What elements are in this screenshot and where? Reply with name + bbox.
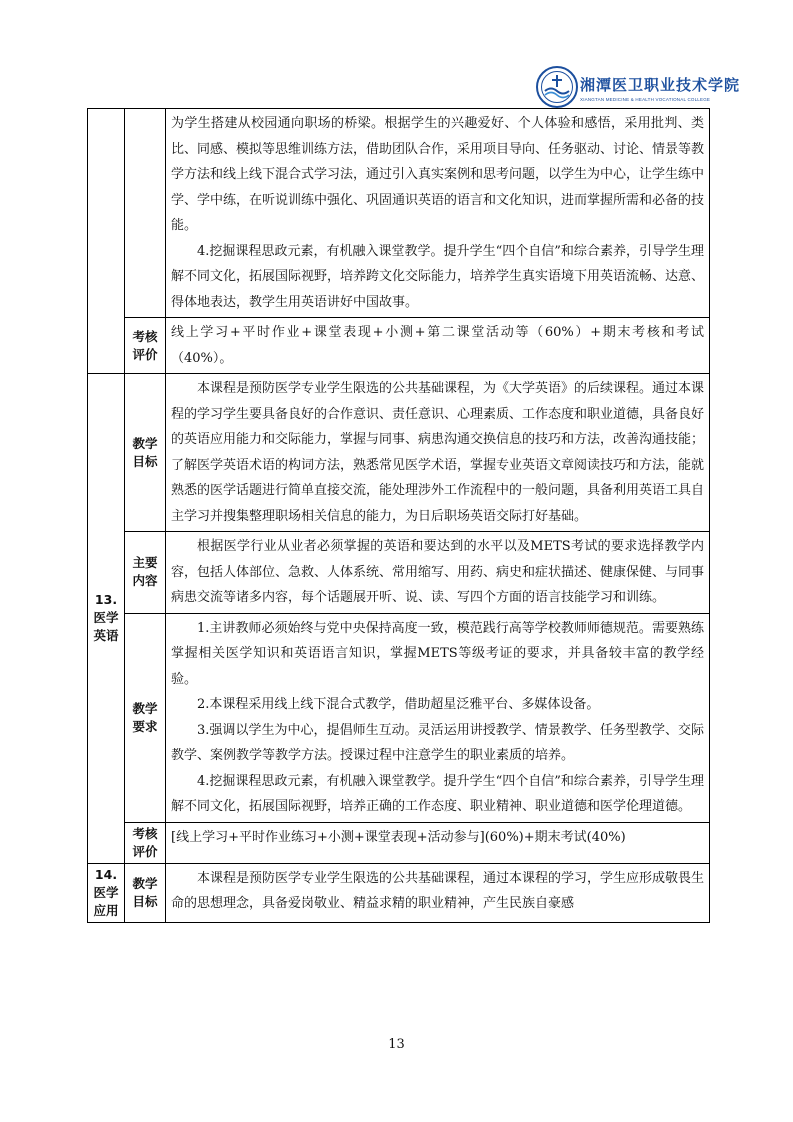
page-header — [0, 0, 793, 108]
content-cell — [166, 822, 710, 863]
college-name-en: XIANGTAN MEDICINE & HEALTH VOCATIONAL COLLEGE — [580, 97, 711, 102]
college-name — [580, 74, 740, 102]
label-text: 教学 — [132, 700, 158, 716]
content-cell — [166, 532, 710, 614]
content-cell — [166, 613, 710, 822]
course-name-cell — [88, 863, 125, 922]
college-logo-icon — [536, 66, 578, 108]
label-cell — [125, 374, 166, 532]
label-text: 教学 — [132, 435, 158, 451]
content-paragraph: 1.主讲教师必须始终与党中央保持高度一致，模范践行高等学校教师师德规范。需要熟练掌握相关医学知识和英语语言知识，掌握METS等级考证的要求，并具备较丰富的教学经验。 — [171, 620, 704, 687]
label-cell — [125, 532, 166, 614]
content-paragraph: 线上学习+平时作业+课堂表现+小测+第二课堂活动等（60%）+期末考核和考试（40%）。 — [171, 325, 704, 366]
table-row — [88, 863, 710, 922]
label-text: 考核 — [132, 825, 158, 841]
content-cell — [166, 109, 710, 318]
table-row — [88, 613, 710, 822]
content-paragraph: 本课程是预防医学专业学生限选的公共基础课程，通过本课程的学习，学生应形成敬畏生命的思想理念，具备爱岗敬业、精益求精的职业精神，产生民族自豪感 — [171, 870, 705, 911]
content-cell — [166, 863, 710, 922]
content-paragraph: [线上学习+平时作业练习+小测+课堂表现+活动参与](60%)+期末考试(40%) — [171, 829, 626, 845]
label-text: 目标 — [132, 453, 158, 469]
label-text: 考核 — [132, 328, 158, 344]
course-name-text: 英语 — [93, 628, 119, 644]
content-paragraph: 4.挖掘课程思政元素，有机融入课堂教学。提升学生“四个自信”和综合素养，引导学生理解不同文化，拓展国际视野，培养正确的工作态度、职业精神、职业道德和医学伦理道德。 — [171, 773, 704, 814]
label-cell — [125, 822, 166, 863]
label-cell — [125, 863, 166, 922]
table-row — [88, 374, 710, 532]
content-paragraph: 根据医学行业从业者必须掌握的英语和要达到的水平以及METS考试的要求选择教学内容，包括人体部位、急救、人体系统、常用缩写、用药、病史和症状描述、健康保健、与同事病患交流等诸多内容，每个话题展开听、说、读、写四个方面的语言技能学习和训练。 — [171, 539, 705, 605]
label-cell-empty — [125, 109, 166, 318]
content-paragraph: 3.强调以学生为中心，提倡师生互动。灵活运用讲授教学、情景教学、任务型教学、交际教学、案例教学等教学方法。授课过程中注意学生的职业素质的培养。 — [171, 722, 704, 763]
content-paragraph: 2.本课程采用线上线下混合式教学，借助超星泛雅平台、多媒体设备。 — [197, 697, 600, 712]
course-number: 14. — [94, 866, 118, 882]
label-text: 内容 — [132, 573, 158, 589]
label-text: 要求 — [132, 718, 158, 734]
content-paragraph: 本课程是预防医学专业学生限选的公共基础课程，为《大学英语》的后续课程。通过本课程的学习学生要具备良好的合作意识、责任意识、心理素质、工作态度和职业道德，具备良好的英语应用能力和交际能力，掌握与同事、病患沟通交换信息的技巧和方法，改善沟通技能；了解医学英语术语的构词方法，熟悉常见医学术语，掌握专业英语文章阅读技巧和方法，能就熟悉的医学话题进行简单直接交流，能处理涉外工作流程中的一般问题，具备利用英语工具自主学习并搜集整理职场相关信息的能力，为日后职场英语交际打好基础。 — [171, 381, 705, 524]
content-cell — [166, 374, 710, 532]
course-name-text: 医学 — [93, 610, 119, 626]
college-name-cn: 湘潭医卫职业技术学院 — [580, 76, 741, 94]
course-number: 13. — [94, 592, 118, 608]
course-name-text: 医学 — [93, 884, 119, 900]
content-paragraph: 为学生搭建从校园通向职场的桥梁。根据学生的兴趣爱好、个人体验和感悟，采用批判、类比、同感、模拟等思维训练方法，借助团队合作，采用项目导向、任务驱动、讨论、情景等教学方法和线上线下混合式学习法，通过引入真实案例和思考问题，以学生为中心，让学生练中学、学中练，在听说训练中强化、巩固通识英语的语言和文化知识，进而掌握所需和必备的技能。 — [171, 116, 705, 233]
course-name-cell — [88, 374, 125, 864]
label-text: 评价 — [132, 346, 158, 362]
label-text: 评价 — [132, 843, 158, 859]
table-row — [88, 822, 710, 863]
label-cell — [125, 318, 166, 374]
label-cell — [125, 613, 166, 822]
table-row — [88, 318, 710, 374]
table-row — [88, 109, 710, 318]
table-row — [88, 532, 710, 614]
label-text: 教学 — [132, 875, 158, 891]
label-text: 主要 — [132, 555, 158, 571]
page-number: 13 — [388, 1037, 405, 1052]
course-name-text: 应用 — [93, 902, 119, 918]
course-table — [87, 108, 710, 923]
content-paragraph: 4.挖掘课程思政元素，有机融入课堂教学。提升学生“四个自信”和综合素养，引导学生理解不同文化，拓展国际视野，培养跨文化交际能力，培养学生真实语境下用英语流畅、达意、得体地表达，教学生用英语讲好中国故事。 — [171, 243, 705, 310]
course-cell-empty — [88, 109, 125, 374]
label-text: 目标 — [132, 893, 158, 909]
content-cell — [166, 318, 710, 374]
